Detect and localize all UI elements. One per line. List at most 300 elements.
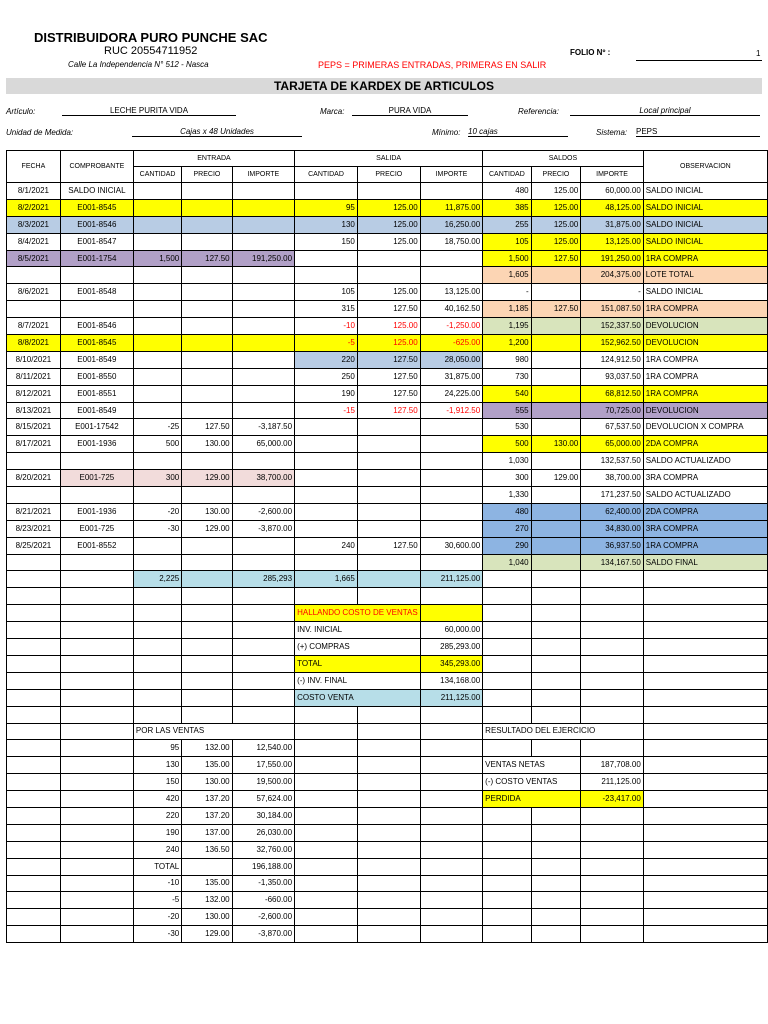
table-cell: 135.00	[182, 757, 232, 774]
table-row	[7, 639, 768, 656]
table-cell: 36,937.50	[581, 537, 643, 554]
table-cell	[357, 807, 420, 824]
table-cell	[182, 554, 232, 571]
table-cell: 171,237.50	[581, 487, 643, 504]
table-cell: 18,750.00	[420, 233, 482, 250]
table-cell: 31,875.00	[581, 216, 643, 233]
table-cell: 13,125.00	[420, 284, 482, 301]
table-cell	[133, 233, 181, 250]
table-cell	[60, 639, 133, 656]
table-cell	[232, 335, 294, 352]
table-cell: 1RA COMPRA	[643, 351, 767, 368]
table-cell: 105	[295, 284, 358, 301]
table-cell	[133, 267, 181, 284]
table-cell	[133, 639, 181, 656]
table-cell: 93,037.50	[581, 368, 643, 385]
method-note: PEPS = PRIMERAS ENTRADAS, PRIMERAS EN SALIR	[318, 60, 547, 70]
table-cell: 130.00	[182, 774, 232, 791]
table-cell: 31,875.00	[420, 368, 482, 385]
table-row	[7, 402, 768, 419]
table-cell	[357, 892, 420, 909]
table-cell: 8/1/2021	[7, 183, 61, 200]
table-cell: 28,050.00	[420, 351, 482, 368]
table-cell	[531, 605, 581, 622]
table-cell: 250	[295, 368, 358, 385]
table-cell: -1,250.00	[420, 318, 482, 335]
table-cell: 127.50	[357, 301, 420, 318]
table-cell	[133, 689, 181, 706]
table-cell: 300	[483, 470, 531, 487]
table-cell: 196,188.00	[232, 858, 294, 875]
table-cell: 16,250.00	[420, 216, 482, 233]
table-cell: 1,605	[483, 267, 531, 284]
table-cell	[7, 892, 61, 909]
table-cell	[483, 655, 531, 672]
table-cell	[531, 875, 581, 892]
table-cell	[133, 672, 181, 689]
table-cell: LOTE TOTAL	[643, 267, 767, 284]
table-cell	[531, 368, 581, 385]
table-cell	[357, 520, 420, 537]
table-cell	[60, 723, 133, 740]
table-cell: 26,030.00	[232, 824, 294, 841]
table-cell	[60, 267, 133, 284]
table-cell	[357, 757, 420, 774]
table-cell	[420, 183, 482, 200]
table-cell	[7, 706, 61, 723]
table-cell: -1,350.00	[232, 875, 294, 892]
table-cell: 130.00	[182, 503, 232, 520]
table-cell	[7, 740, 61, 757]
table-cell	[60, 858, 133, 875]
col-saldos-importe: IMPORTE	[581, 167, 643, 183]
table-cell: 1RA COMPRA	[643, 250, 767, 267]
table-cell: 125.00	[357, 216, 420, 233]
table-cell	[182, 402, 232, 419]
table-cell	[643, 791, 767, 808]
table-cell	[232, 689, 294, 706]
table-cell: 8/13/2021	[7, 402, 61, 419]
table-cell	[531, 267, 581, 284]
table-cell	[581, 892, 643, 909]
table-cell	[357, 250, 420, 267]
col-salida: SALIDA	[295, 151, 483, 167]
table-cell	[531, 571, 581, 588]
table-cell	[295, 706, 358, 723]
table-cell	[643, 655, 767, 672]
table-cell	[531, 554, 581, 571]
table-cell	[182, 537, 232, 554]
table-cell: -625.00	[420, 335, 482, 352]
table-cell	[182, 267, 232, 284]
table-cell	[581, 571, 643, 588]
table-cell	[232, 267, 294, 284]
table-cell: 60,000.00	[581, 183, 643, 200]
kardex-table	[6, 150, 768, 943]
table-cell: 130.00	[531, 436, 581, 453]
table-cell: E001-8549	[60, 402, 133, 419]
table-cell	[643, 824, 767, 841]
table-cell	[357, 571, 420, 588]
table-cell: 290	[483, 537, 531, 554]
table-cell	[232, 183, 294, 200]
table-cell	[133, 655, 181, 672]
table-row	[7, 385, 768, 402]
table-cell	[643, 841, 767, 858]
table-cell	[295, 453, 358, 470]
table-cell	[643, 740, 767, 757]
table-cell: 137.20	[182, 791, 232, 808]
table-row	[7, 554, 768, 571]
table-cell: 1,665	[295, 571, 358, 588]
table-cell	[60, 622, 133, 639]
table-row	[7, 757, 768, 774]
table-cell	[483, 639, 531, 656]
table-cell	[182, 351, 232, 368]
table-cell: 135.00	[182, 875, 232, 892]
table-cell	[420, 470, 482, 487]
table-cell: VENTAS NETAS	[483, 757, 581, 774]
table-cell	[531, 672, 581, 689]
table-cell	[483, 706, 531, 723]
marca-value: PURA VIDA	[352, 106, 468, 116]
table-cell	[483, 740, 531, 757]
table-cell	[182, 301, 232, 318]
table-cell: 19,500.00	[232, 774, 294, 791]
table-cell	[182, 655, 232, 672]
table-row	[7, 689, 768, 706]
table-cell: 8/4/2021	[7, 233, 61, 250]
table-cell: 8/7/2021	[7, 318, 61, 335]
table-cell: E001-8549	[60, 351, 133, 368]
table-cell: 127.50	[357, 402, 420, 419]
table-cell	[581, 605, 643, 622]
table-cell	[60, 554, 133, 571]
table-cell	[295, 807, 358, 824]
table-cell	[232, 605, 294, 622]
table-cell	[232, 199, 294, 216]
table-cell: (-) INV. FINAL	[295, 672, 421, 689]
table-cell: 285,293	[232, 571, 294, 588]
table-cell	[420, 824, 482, 841]
table-cell	[232, 639, 294, 656]
table-cell: 105	[483, 233, 531, 250]
table-cell	[420, 926, 482, 943]
col-saldos-precio: PRECIO	[531, 167, 581, 183]
col-fecha: FECHA	[7, 151, 61, 183]
table-cell: 127.50	[531, 250, 581, 267]
table-cell: 125.00	[531, 233, 581, 250]
table-cell	[357, 875, 420, 892]
table-cell: (-) COSTO VENTAS	[483, 774, 581, 791]
table-cell	[357, 858, 420, 875]
table-cell: -20	[133, 909, 181, 926]
table-cell: 57,624.00	[232, 791, 294, 808]
table-cell: 70,725.00	[581, 402, 643, 419]
table-cell	[133, 622, 181, 639]
col-salida-cantidad: CANTIDAD	[295, 167, 358, 183]
table-cell: RESULTADO DEL EJERCICIO	[483, 723, 644, 740]
table-cell: -10	[133, 875, 181, 892]
table-cell	[7, 639, 61, 656]
table-cell: 125.00	[531, 199, 581, 216]
table-cell: 1RA COMPRA	[643, 385, 767, 402]
table-cell	[483, 622, 531, 639]
table-cell: -30	[133, 520, 181, 537]
table-cell: 152,337.50	[581, 318, 643, 335]
table-cell	[60, 875, 133, 892]
table-cell	[483, 824, 531, 841]
table-row	[7, 791, 768, 808]
table-cell: 132,537.50	[581, 453, 643, 470]
table-cell: 127.50	[357, 537, 420, 554]
unidad-label: Unidad de Medida:	[6, 128, 74, 137]
table-cell	[7, 588, 61, 605]
table-cell: 17,550.00	[232, 757, 294, 774]
table-cell: TOTAL	[133, 858, 181, 875]
table-cell: 8/10/2021	[7, 351, 61, 368]
table-cell	[531, 385, 581, 402]
table-row	[7, 368, 768, 385]
table-cell	[420, 892, 482, 909]
table-cell: 480	[483, 183, 531, 200]
table-cell: E001-8546	[60, 318, 133, 335]
table-cell: 1,200	[483, 335, 531, 352]
table-cell	[531, 740, 581, 757]
table-cell	[295, 791, 358, 808]
table-cell: 137.20	[182, 807, 232, 824]
table-cell: 285,293.00	[420, 639, 482, 656]
company-address: Calle La Independencia N° 512 - Nasca	[68, 60, 209, 69]
table-cell	[531, 318, 581, 335]
table-cell	[581, 639, 643, 656]
table-cell	[133, 335, 181, 352]
table-row	[7, 841, 768, 858]
table-cell: 65,000.00	[232, 436, 294, 453]
table-cell: 127.50	[182, 419, 232, 436]
table-cell	[295, 470, 358, 487]
table-cell	[581, 926, 643, 943]
company-ruc: RUC 20554711952	[104, 45, 198, 57]
table-cell: PERDIDA	[483, 791, 581, 808]
table-row	[7, 183, 768, 200]
table-cell: SALDO INICIAL	[643, 199, 767, 216]
table-cell: 150	[295, 233, 358, 250]
table-row	[7, 655, 768, 672]
table-cell: 191,250.00	[581, 250, 643, 267]
table-cell	[420, 791, 482, 808]
table-cell	[232, 318, 294, 335]
table-row	[7, 199, 768, 216]
table-cell	[531, 824, 581, 841]
table-cell	[182, 487, 232, 504]
table-cell	[232, 233, 294, 250]
table-cell: 211,125.00	[420, 571, 482, 588]
table-cell	[420, 588, 482, 605]
table-cell: 300	[133, 470, 181, 487]
table-cell: E001-1936	[60, 503, 133, 520]
table-cell	[531, 537, 581, 554]
table-row	[7, 436, 768, 453]
table-row	[7, 470, 768, 487]
table-cell	[182, 858, 232, 875]
table-cell	[60, 672, 133, 689]
table-cell: 8/21/2021	[7, 503, 61, 520]
referencia-value: Local principal	[570, 106, 760, 116]
table-cell	[295, 926, 358, 943]
table-cell	[581, 706, 643, 723]
table-cell	[420, 740, 482, 757]
table-cell: DEVOLUCION	[643, 318, 767, 335]
table-cell: 60,000.00	[420, 622, 482, 639]
table-cell: 2,225	[133, 571, 181, 588]
table-cell	[357, 926, 420, 943]
table-cell	[60, 689, 133, 706]
table-cell	[182, 605, 232, 622]
table-cell	[531, 622, 581, 639]
table-cell	[531, 487, 581, 504]
table-cell	[531, 335, 581, 352]
folio-field[interactable]	[636, 60, 762, 61]
table-cell	[357, 470, 420, 487]
marca-label: Marca:	[320, 107, 345, 116]
table-cell	[60, 926, 133, 943]
table-cell: 129.00	[182, 520, 232, 537]
table-cell	[182, 199, 232, 216]
table-cell: 315	[295, 301, 358, 318]
table-cell: 211,125.00	[581, 774, 643, 791]
table-cell	[420, 909, 482, 926]
table-cell	[357, 909, 420, 926]
table-cell: 240	[295, 537, 358, 554]
table-cell	[420, 250, 482, 267]
table-row	[7, 740, 768, 757]
table-cell	[60, 655, 133, 672]
table-cell: 125.00	[357, 318, 420, 335]
col-saldos: SALDOS	[483, 151, 644, 167]
table-cell	[7, 875, 61, 892]
table-cell: 8/2/2021	[7, 199, 61, 216]
table-cell	[60, 706, 133, 723]
table-cell	[420, 436, 482, 453]
table-cell: SALDO INICIAL	[643, 183, 767, 200]
table-cell: E001-1754	[60, 250, 133, 267]
table-cell	[531, 351, 581, 368]
table-cell	[7, 605, 61, 622]
table-cell: TOTAL	[295, 655, 421, 672]
table-cell: E001-8550	[60, 368, 133, 385]
table-cell	[7, 774, 61, 791]
table-cell	[531, 858, 581, 875]
table-cell	[133, 453, 181, 470]
table-cell	[295, 588, 358, 605]
table-cell	[531, 892, 581, 909]
table-cell: SALDO INICIAL	[643, 216, 767, 233]
table-cell	[232, 351, 294, 368]
table-cell: 1RA COMPRA	[643, 537, 767, 554]
table-cell	[182, 284, 232, 301]
company-name: DISTRIBUIDORA PURO PUNCHE SAC	[34, 30, 268, 45]
table-row	[7, 351, 768, 368]
table-cell	[232, 216, 294, 233]
table-cell	[420, 875, 482, 892]
table-cell	[295, 875, 358, 892]
table-cell: 190	[295, 385, 358, 402]
table-cell	[133, 216, 181, 233]
table-cell	[7, 807, 61, 824]
table-cell: 8/11/2021	[7, 368, 61, 385]
table-cell: 1RA COMPRA	[643, 301, 767, 318]
sistema-value: PEPS	[636, 127, 760, 137]
table-cell: E001-1936	[60, 436, 133, 453]
table-cell: -10	[295, 318, 358, 335]
table-cell	[643, 807, 767, 824]
table-cell: E001-17542	[60, 419, 133, 436]
table-cell: 136.50	[182, 841, 232, 858]
table-cell: 2DA COMPRA	[643, 436, 767, 453]
table-cell: -20	[133, 503, 181, 520]
table-cell	[643, 588, 767, 605]
table-cell: -3,187.50	[232, 419, 294, 436]
table-cell: 8/3/2021	[7, 216, 61, 233]
table-cell: 65,000.00	[581, 436, 643, 453]
table-row	[7, 537, 768, 554]
table-cell	[60, 824, 133, 841]
table-cell: -5	[133, 892, 181, 909]
table-cell	[420, 858, 482, 875]
table-cell	[420, 723, 482, 740]
table-row	[7, 419, 768, 436]
table-cell: -2,600.00	[232, 909, 294, 926]
table-cell	[133, 199, 181, 216]
table-cell	[232, 706, 294, 723]
table-cell: 187,708.00	[581, 757, 643, 774]
table-cell: 130	[133, 757, 181, 774]
table-cell	[420, 419, 482, 436]
table-cell: 40,162.50	[420, 301, 482, 318]
table-row	[7, 875, 768, 892]
table-cell	[7, 622, 61, 639]
table-row	[7, 301, 768, 318]
table-cell	[295, 183, 358, 200]
table-cell	[232, 385, 294, 402]
table-cell	[182, 385, 232, 402]
table-cell: 270	[483, 520, 531, 537]
unidad-value: Cajas x 48 Unidades	[132, 127, 302, 137]
table-cell: 555	[483, 402, 531, 419]
table-cell: 127.50	[357, 351, 420, 368]
table-cell	[531, 807, 581, 824]
table-cell	[531, 588, 581, 605]
table-cell: 125.00	[531, 183, 581, 200]
table-cell: -15	[295, 402, 358, 419]
table-cell: 132.00	[182, 892, 232, 909]
table-cell: SALDO ACTUALIZADO	[643, 453, 767, 470]
table-cell: -660.00	[232, 892, 294, 909]
table-cell	[295, 858, 358, 875]
table-cell	[643, 639, 767, 656]
table-cell	[643, 926, 767, 943]
table-cell	[483, 588, 531, 605]
table-cell	[182, 672, 232, 689]
table-cell	[357, 791, 420, 808]
table-row	[7, 571, 768, 588]
table-cell: 68,812.50	[581, 385, 643, 402]
table-cell: E001-725	[60, 470, 133, 487]
table-cell	[60, 757, 133, 774]
table-cell	[420, 757, 482, 774]
table-cell: 980	[483, 351, 531, 368]
